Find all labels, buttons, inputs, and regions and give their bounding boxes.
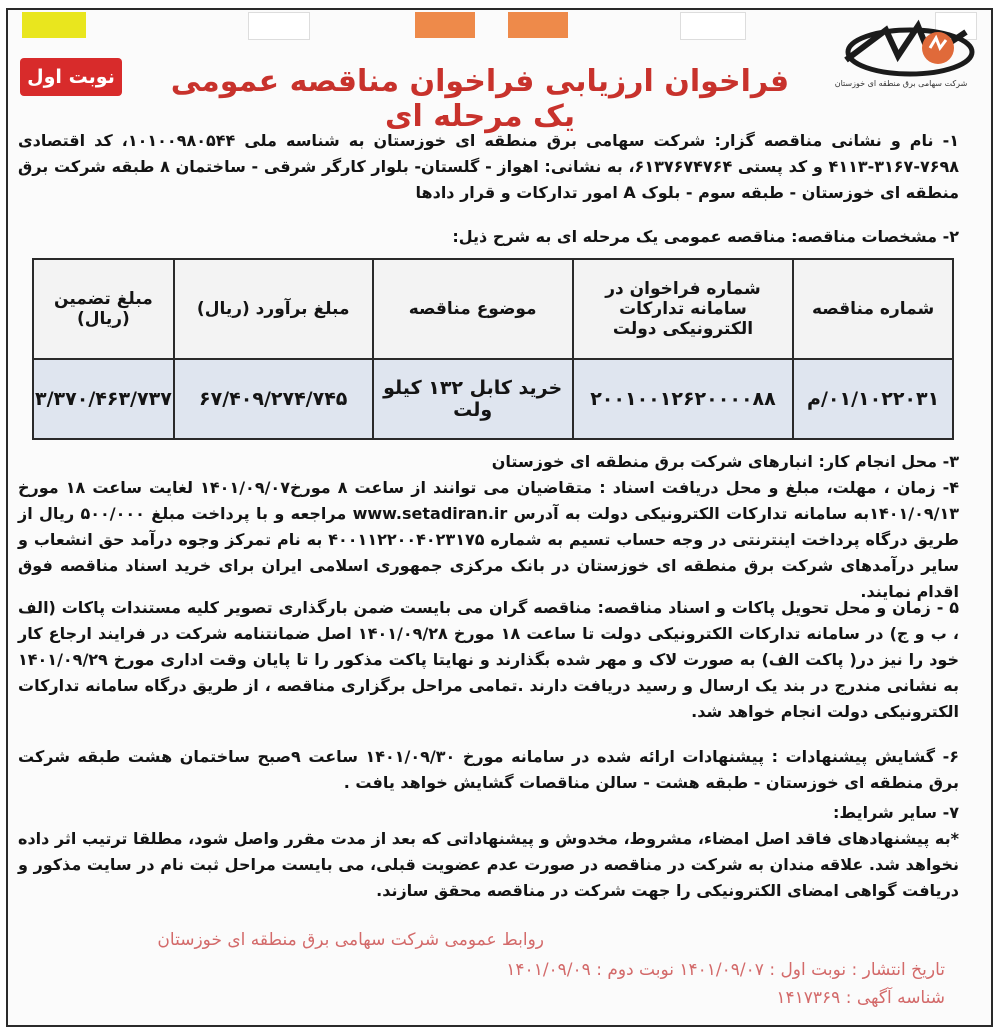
public-relations-signature: روابط عمومی شرکت سهامی برق منطقه ای خوزستان <box>157 930 544 950</box>
section-5-delivery: ۵ - زمان و محل تحویل پاکات و اسناد مناقصه: مناقصه گران می بایست ضمن بارگذاری تصویر کلیه مستندات پاکات (الف ، ب و ج) در سامانه تدارکات الکترونیکی دولت تا ساعت ۱۸ مورخ ۱۴۰۱/۰۹/۲۸ اصل ضمانتنامه شرکت در فرایند ارجاع کار خود را نیز در( پاکت الف) به صورت لاک و مهر شده بگذارند و نهایتا پاکت مذکور را تا پایان وقت اداری مورخ ۱۴۰۱/۰۹/۲۹ به نشانی مندرج در بند یک ارسال و رسید دریافت دارند .تمامی مراحل برگزاری مناقصه ، از طریق درگاه سامانه تدارکات الکترونیکی دولت انجام خواهد شد. <box>18 598 960 721</box>
section-3-location: ۳- محل انجام کار: انبارهای شرکت برق منطقه ای خوزستان <box>491 452 959 471</box>
section-7-conditions: *به پیشنهادهای فاقد اصل امضاء، مشروط، مخدوش و پیشنهاداتی که بعد از مدت مقرر واصل شود، مطلقا ترتیب اثر داده نخواهد شد. علاقه مندان به شرکت در مناقصه در صورت عدم عضویت قبلی، می بایست مراحل ثبت نام در سایت مذکور و دریافت گواهی امضای الکترونیکی را جهت شرکت در مناقصه محقق سازند. <box>18 829 959 900</box>
first-run-badge: نوبت اول <box>20 58 122 96</box>
company-logo <box>826 12 982 114</box>
color-swatch-white <box>248 12 310 40</box>
ad-identifier: شناسه آگهی : ۱۴۱۷۳۶۹ <box>776 988 945 1008</box>
header-estimate: مبلغ برآورد (ریال) <box>174 259 373 359</box>
color-swatch-white <box>680 12 746 40</box>
cell-estimate: ۶۷/۴۰۹/۲۷۴/۷۴۵ <box>174 359 373 439</box>
cell-call-number: ۲۰۰۱۰۰۱۲۶۲۰۰۰۰۸۸ <box>573 359 794 439</box>
logo-caption: شرکت سهامی برق منطقه ای خوزستان <box>834 79 968 88</box>
header-tender-number: شماره مناقصه <box>793 259 953 359</box>
cell-tender-number: ۰۱/۱۰۲۲۰۳۱/م <box>793 359 953 439</box>
publish-dates: تاریخ انتشار : نوبت اول : ۱۴۰۱/۰۹/۰۷ نوبت دوم : ۱۴۰۱/۰۹/۰۹ <box>506 960 945 980</box>
header-call-number: شماره فراخوان در سامانه تدارکات الکترونیکی دولت <box>573 259 794 359</box>
section-7-title: ۷- سایر شرایط: <box>833 803 959 822</box>
cell-subject: خرید کابل ۱۳۲ کیلو ولت <box>373 359 573 439</box>
color-swatch-yellow <box>22 12 86 38</box>
section-2-spec: ۲- مشخصات مناقصه: مناقصه عمومی یک مرحله ای به شرح ذیل: <box>452 227 959 246</box>
table-header-row <box>33 259 953 359</box>
header-subject: موضوع مناقصه <box>373 259 573 359</box>
color-swatch-orange <box>415 12 475 38</box>
tender-table <box>32 258 954 440</box>
page-title: فراخوان ارزیابی فراخوان مناقصه عمومی یک مرحله ای <box>170 64 790 134</box>
section-4-documents: ۴- زمان ، مهلت، مبلغ و محل دریافت اسناد : متقاضیان می توانند از ساعت ۸ مورخ۱۴۰۱/۰۹/۰۷ لغایت ساعت ۱۸ مورخ ۱۴۰۱/۰۹/۱۳به سامانه تدارکات الکترونیکی دولت به آدرس www.setadiran.ir مراجعه و با پرداخت مبلغ ۵۰۰/۰۰۰ ریال از طریق درگاه پرداخت اینترنتی در وجه حساب تسیم به شماره ۴۰۰۱۱۲۲۰۰۴۰۲۳۱۷۵ به نام تمرکز وجوه درآمد حق انشعاب و سایر درآمدهای شرکت برق منطقه ای خوزستان در بانک مرکزی جمهوری اسلامی ایران برای خرید اسناد مناقصه فوق اقدام نمایند. <box>18 478 960 601</box>
cell-guarantee: ۳/۳۷۰/۴۶۳/۷۳۷ <box>33 359 174 439</box>
table-row <box>33 359 953 439</box>
section-6-opening: ۶- گشایش پیشنهادات : پیشنهادات ارائه شده در سامانه مورخ ۱۴۰۱/۰۹/۳۰ ساعت ۹صبح ساختمان هشت طبقه شرکت برق منطقه ای خوزستان - طبقه هشت - سالن مناقصات گشایش خواهد یافت . <box>18 747 960 792</box>
section-1-organizer: ۱- نام و نشانی مناقصه گزار: شرکت سهامی برق منطقه ای خوزستان به شناسه ملی ۱۰۱۰۰۹۸۰۵۴۴، کد اقتصادی ۷۶۹۸-۳۱۶۷-۴۱۱۳ و کد پستی ۶۱۳۷۶۷۴۷۶۴، به نشانی: اهواز - گلستان- بلوار کارگر شرقی - ساختمان ۸ طبقه شرکت برق منطقه ای خوزستان - طبقه سوم - بلوک A امور تدارکات و قرار دادها <box>18 131 960 202</box>
header-guarantee: مبلغ تضمین (ریال) <box>33 259 174 359</box>
color-swatch-orange <box>508 12 568 38</box>
